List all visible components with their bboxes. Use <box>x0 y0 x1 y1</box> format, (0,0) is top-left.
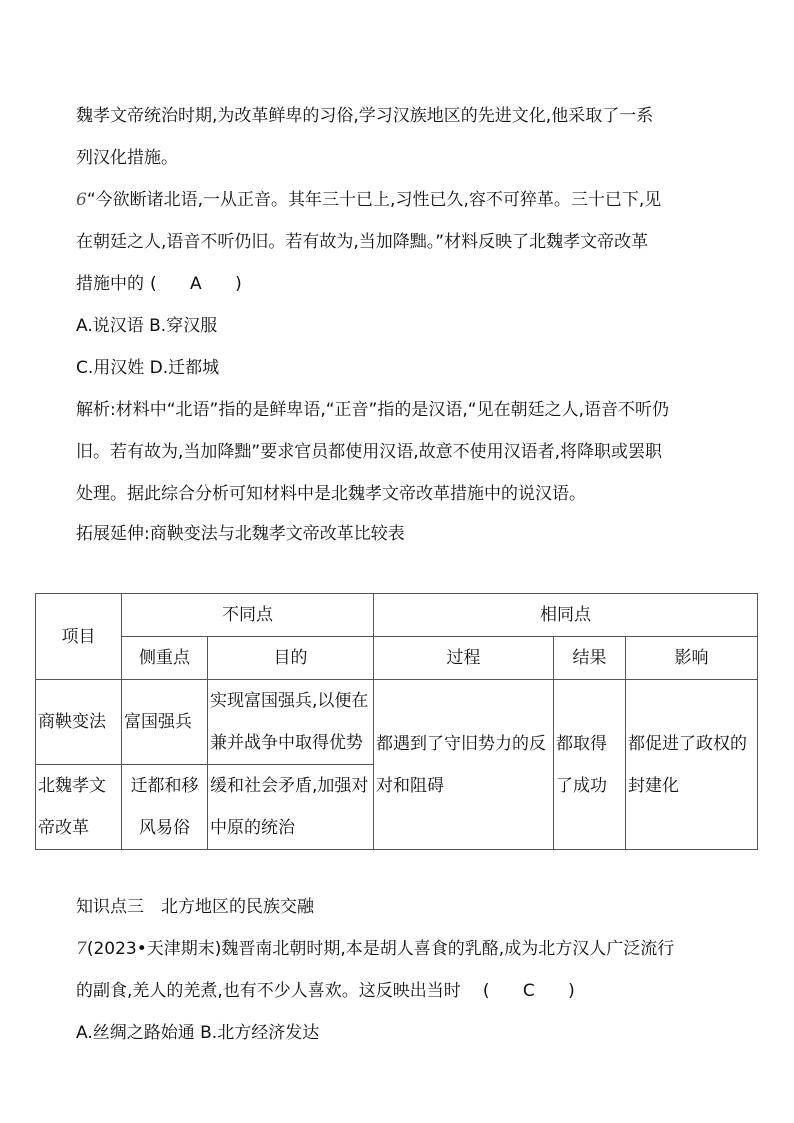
paragraph-line: 魏孝文帝统治时期,为改革鲜卑的习俗,学习汉族地区的先进文化,他采取了一系 <box>76 106 654 126</box>
option-line: A.丝绸之路始通 B.北方经济发达 <box>76 1023 320 1043</box>
paragraph-line: 列汉化措施。 <box>76 148 178 168</box>
question-6-stem <box>76 188 661 212</box>
row-goal: 缓和社会矛盾,加强对中原的统治 <box>208 765 374 850</box>
explanation-line: 处理。据此综合分析可知材料中是北魏孝文帝改革措施中的说汉语。 <box>76 484 586 504</box>
question-text: (2023•天津期末)魏晋南北朝时期,本是胡人喜食的乳酪,成为北方汉人广泛流行 <box>86 939 675 959</box>
explanation-line: 解析:材料中“北语”指的是鲜卑语,“正音”指的是汉语,“见在朝廷之人,语音不听仍 <box>76 400 669 420</box>
header-process: 过程 <box>374 637 554 680</box>
question-7-line <box>76 979 589 1003</box>
row-focus: 迁都和移风易俗 <box>122 765 208 850</box>
header-impact: 影响 <box>626 637 758 680</box>
header-item: 项目 <box>36 594 122 680</box>
question-6-line: 在朝廷之人,语音不听仍旧。若有故为,当加降黜。”材料反映了北魏孝文帝改革 <box>76 232 649 252</box>
header-focus: 侧重点 <box>122 637 208 680</box>
question-6-line <box>76 272 256 296</box>
option-line: C.用汉姓 D.迁都城 <box>76 358 220 378</box>
question-text: 措施中的 <box>76 274 144 294</box>
same-result: 都取得了成功 <box>554 680 626 850</box>
table-row <box>36 637 758 680</box>
knowledge-point-heading: 知识点三 北方地区的民族交融 <box>76 897 314 917</box>
comparison-table <box>35 593 758 850</box>
header-same: 相同点 <box>374 594 758 637</box>
header-result: 结果 <box>554 637 626 680</box>
table-row <box>36 594 758 637</box>
row-goal: 实现富国强兵,以便在兼并战争中取得优势 <box>208 680 374 765</box>
table-row <box>36 680 758 765</box>
same-process: 都遇到了守旧势力的反对和阻碍 <box>374 680 554 850</box>
header-goal: 目的 <box>208 637 374 680</box>
row-focus: 富国强兵 <box>122 680 208 765</box>
option-line: A.说汉语 B.穿汉服 <box>76 316 218 336</box>
extension-heading: 拓展延伸:商鞅变法与北魏孝文帝改革比较表 <box>76 524 405 544</box>
answer-bracket: ( C ) <box>482 981 589 1001</box>
question-7-stem <box>76 937 674 961</box>
question-text: 的副食,羌人的羌煮,也有不少人喜欢。这反映出当时 <box>76 981 461 1001</box>
question-text: “今欲断诸北语,一从正音。其年三十已上,习性已久,容不可猝革。三十已下,见 <box>86 190 662 210</box>
answer-bracket: ( A ) <box>150 274 256 294</box>
header-different: 不同点 <box>122 594 374 637</box>
question-number: 7 <box>76 939 87 959</box>
question-number: 6 <box>76 190 87 210</box>
row-name: 北魏孝文帝改革 <box>36 765 122 850</box>
same-impact: 都促进了政权的封建化 <box>626 680 758 850</box>
explanation-line: 旧。若有故为,当加降黜”要求官员都使用汉语,故意不使用汉语者,将降职或罢职 <box>76 442 663 462</box>
row-name: 商鞅变法 <box>36 680 122 765</box>
